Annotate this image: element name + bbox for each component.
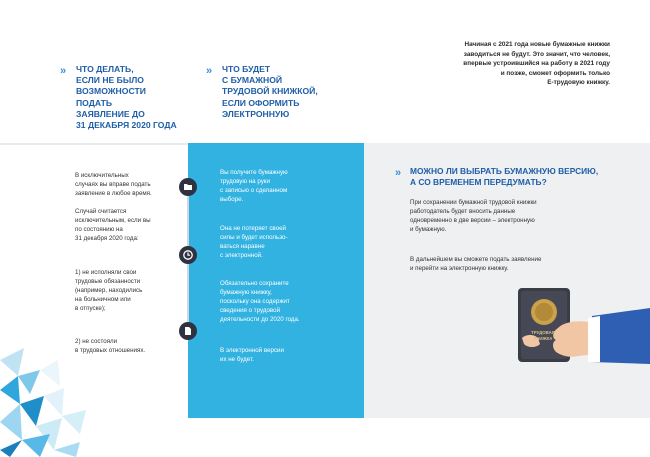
col1-paragraph: 2) не состояли в трудовых отношениях. bbox=[75, 338, 146, 354]
col2-paragraph: Вы получите бумажную трудовую на руки с записью о сделанном выборе. bbox=[220, 169, 288, 203]
chevron-right-icon: » bbox=[206, 65, 213, 77]
chevron-right-icon: » bbox=[60, 65, 67, 77]
divider bbox=[0, 143, 188, 145]
col2-paragraph: В электронной версии их не будет. bbox=[220, 347, 284, 363]
clock-icon bbox=[179, 246, 197, 264]
col2-heading: ЧТО БУДЕТ С БУМАЖНОЙ ТРУДОВОЙ КНИЖКОЙ, ЕСЛИ ОФОРМИТЬ ЭЛЕКТРОННУЮ bbox=[222, 64, 318, 119]
col1-paragraph: Случай считается исключительным, если вы по состоянию на 31 декабря 2020 года: bbox=[75, 208, 151, 242]
chevron-right-icon: » bbox=[395, 167, 402, 179]
col1-paragraph: В исключительных случаях вы вправе подать заявление в любое время. bbox=[75, 172, 152, 197]
col3-heading: МОЖНО ЛИ ВЫБРАТЬ БУМАЖНУЮ ВЕРСИЮ, А СО ВРЕМЕНЕМ ПЕРЕДУМАТЬ? bbox=[410, 166, 599, 187]
book-label: ТРУДОВАЯ КНИЖКА bbox=[531, 330, 555, 341]
col2-paragraph: Она не потеряет своей силы и будет использо- ваться наравне с электронной. bbox=[220, 225, 288, 259]
col1-paragraph: 1) не исполняли свои трудовые обязанности (например, находились на больничном или в отпуске); bbox=[75, 269, 143, 312]
col3-paragraph: В дальнейшем вы сможете подать заявление и перейти на электронную книжку. bbox=[410, 256, 542, 272]
col2-paragraph: Обязательно сохраните бумажную книжку, поскольку она содержит сведения о трудовой деятельности до 2020 года. bbox=[220, 280, 300, 323]
decorative-triangles bbox=[0, 330, 110, 457]
intro-note: Начиная с 2021 года новые бумажные книжки заводиться не будут. Это значит, что человек, впервые устроившийся на работу в 2021 году и позже, сможет оформить только Е-трудовую книжку. bbox=[463, 41, 610, 86]
col1-heading: ЧТО ДЕЛАТЬ, ЕСЛИ НЕ БЫЛО ВОЗМОЖНОСТИ ПОДАТЬ ЗАЯВЛЕНИЕ ДО 31 ДЕКАБРЯ 2020 ГОДА bbox=[76, 64, 177, 131]
col3-paragraph: При сохранении бумажной трудовой книжки работодатель будет вносить данные одновременно в две версии – электронную и бумажную. bbox=[410, 199, 537, 233]
hand-book-illustration bbox=[500, 282, 650, 374]
